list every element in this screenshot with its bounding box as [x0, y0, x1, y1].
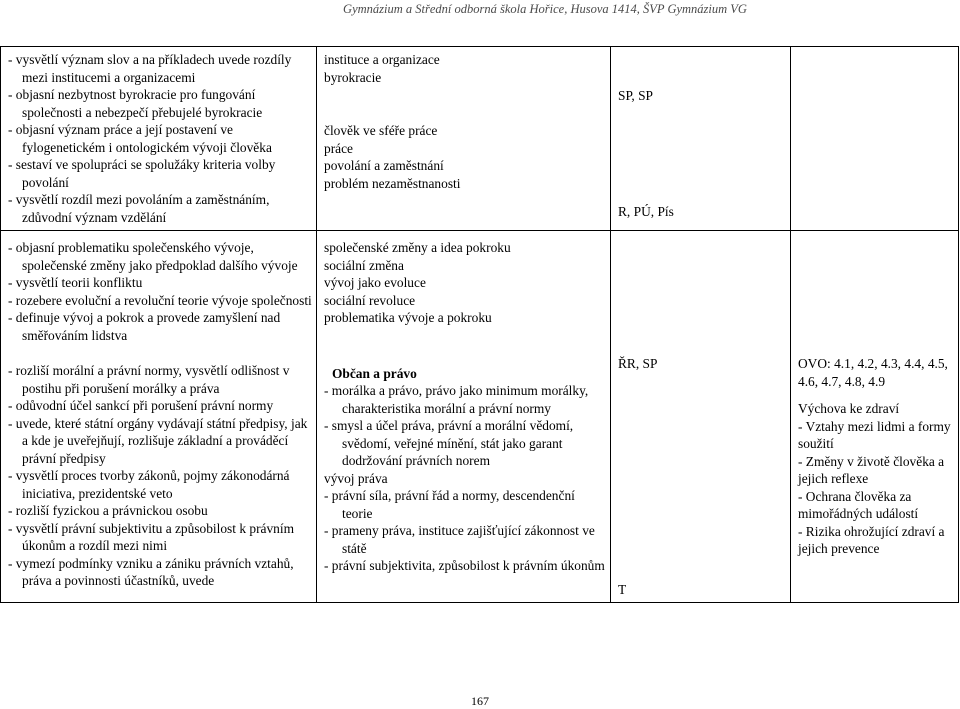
- topic-item: vývoj jako evoluce: [324, 275, 426, 290]
- law-topic-item: - prameny práva, instituce zajišťující zákonnost ve státě: [324, 523, 595, 556]
- methods-cell: [611, 231, 791, 603]
- topics-list-institutions: [324, 51, 606, 86]
- document-header: Gymnázium a Střední odborná škola Hořice, Husova 1414, ŠVP Gymnázium VG: [343, 2, 747, 16]
- topic-item: problematika vývoje a pokroku: [324, 310, 492, 325]
- outcome-item: - vymezí podmínky vzniku a zániku právních vztahů, práva a povinnosti účastníků, uvede: [8, 555, 294, 588]
- outcome-item: - rozliší fyzickou a právnickou osobu: [8, 503, 208, 518]
- crosscurricular-cell: [791, 47, 959, 231]
- law-topic-item: - morálka a právo, právo jako minimum morálky, charakteristika morální a právní normy: [324, 383, 589, 416]
- topics-cell: [317, 231, 611, 603]
- outcome-item: - vysvětlí právní subjektivitu a způsobilost k právním úkonům a rozdíl mezi nimi: [8, 520, 295, 553]
- topics-list-society: [324, 239, 606, 327]
- law-topics-list-2: [324, 487, 606, 575]
- outcome-item: - uvede, které státní orgány vydávají státní předpisy, jak a kde je uveřejňují, rozlišuje základní a prováděcí právní předpisy: [8, 415, 308, 466]
- health-list: [798, 418, 954, 558]
- outcome-item: - objasní význam práce a její postavení ve fylogenetickém i ontologickém vývoji člověka: [8, 122, 272, 155]
- outcome-item: - vysvětlí teorii konfliktu: [8, 275, 143, 290]
- law-subheading: vývoj práva: [324, 470, 388, 486]
- topic-item: byrokracie: [324, 69, 382, 85]
- law-heading: Občan a právo: [332, 365, 417, 381]
- outcomes-cell: [1, 231, 317, 603]
- health-item: - Změny v životě člověka a jejich reflexe: [798, 453, 945, 486]
- outcome-item: - vysvětlí proces tvorby zákonů, pojmy zákonodárná iniciativa, prezidentské veto: [8, 468, 290, 501]
- law-topic-item: - právní síla, právní řád a normy, descendenční teorie: [324, 488, 575, 521]
- outcomes-list: [8, 51, 312, 226]
- methods-top: SP, SP: [618, 88, 653, 103]
- health-item: - Rizika ohrožující zdraví a jejich prevence: [798, 523, 945, 556]
- outcome-item: - objasní problematiku společenského vývoje, společenské změny jako předpoklad dalšího vývoje: [8, 240, 298, 273]
- outcomes-list-law: [8, 362, 312, 590]
- curriculum-table: [0, 46, 959, 603]
- crosscurricular-cell: [791, 231, 959, 603]
- topic-item: problém nezaměstnanosti: [324, 175, 461, 191]
- health-item: - Ochrana člověka za mimořádných událostí: [798, 488, 919, 521]
- law-topics-list: [324, 382, 606, 470]
- topics-list-work: [324, 122, 606, 192]
- methods-cell: [611, 47, 791, 231]
- methods-bottom: R, PÚ, Pís: [618, 203, 674, 219]
- outcome-item: - rozebere evoluční a revoluční teorie vývoje společnosti: [8, 292, 312, 308]
- health-item: - Vztahy mezi lidmi a formy soužití: [798, 418, 951, 451]
- table-row-work: [1, 47, 959, 231]
- outcome-item: - vysvětlí rozdíl mezi povoláním a zaměstnáním, zdůvodní význam vzdělání: [8, 192, 270, 225]
- outcome-item: - objasní nezbytnost byrokracie pro fungování společnosti a nebezpečí přebujelé byrokracie: [8, 87, 263, 120]
- topic-item: sociální revoluce: [324, 292, 416, 308]
- table-row-society-law: [1, 231, 959, 603]
- ovo-codes: OVO: 4.1, 4.2, 4.3, 4.4, 4.5, 4.6, 4.7, 4.8, 4.9: [798, 356, 948, 389]
- law-topic-item: - smysl a účel práva, právní a morální vědomí, svědomí, veřejné mínění, stát jako garant dodržování právních norem: [324, 418, 574, 468]
- health-heading: Výchova ke zdraví: [798, 401, 900, 416]
- outcome-item: - definuje vývoj a pokrok a provede zamyšlení nad směřováním lidstva: [8, 310, 281, 343]
- methods-bottom: T: [618, 581, 627, 597]
- page-number: 167: [471, 694, 489, 708]
- topic-item: společenské změny a idea pokroku: [324, 240, 511, 255]
- topic-item: člověk ve sféře práce: [324, 123, 438, 138]
- outcome-item: - rozliší morální a právní normy, vysvětlí odlišnost v postihu při porušení morálky a práva: [8, 363, 290, 396]
- outcome-item: - vysvětlí význam slov a na příkladech uvede rozdíly mezi institucemi a organizacemi: [8, 52, 292, 85]
- law-topic-item: - právní subjektivita, způsobilost k právním úkonům: [324, 558, 605, 573]
- outcomes-cell: [1, 47, 317, 231]
- methods-top: ŘR, SP: [618, 356, 658, 371]
- outcome-item: - sestaví ve spolupráci se spolužáky kriteria volby povolání: [8, 157, 276, 190]
- outcome-item: - odůvodní účel sankcí při porušení právní normy: [8, 398, 274, 413]
- topic-item: povolání a zaměstnání: [324, 158, 444, 173]
- topics-cell: [317, 47, 611, 231]
- outcomes-list-society: [8, 239, 312, 344]
- topic-item: sociální změna: [324, 257, 404, 273]
- topic-item: práce: [324, 140, 353, 156]
- topic-item: instituce a organizace: [324, 52, 440, 67]
